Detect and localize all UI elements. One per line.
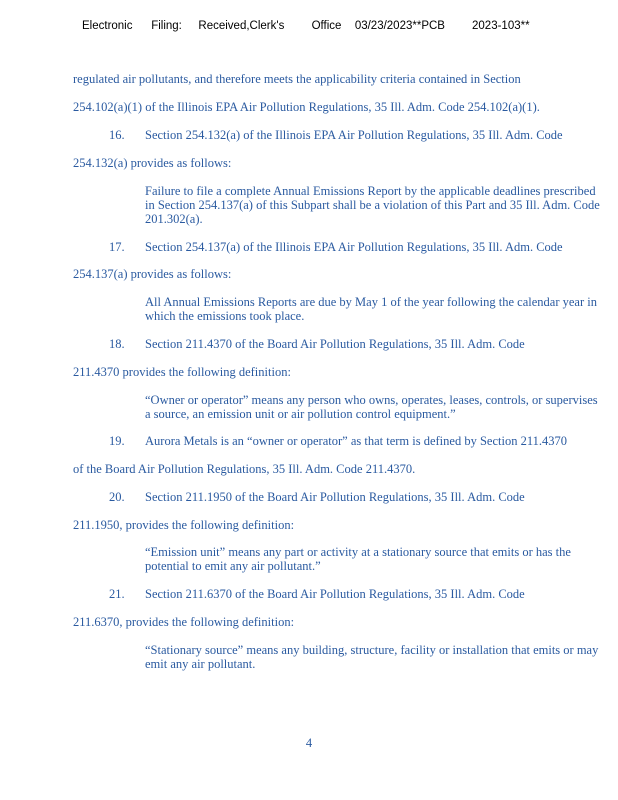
body-line-2: 254.102(a)(1) of the Illinois EPA Air Pollution Regulations, 35 Ill. Adm. Code 254.102(a)(1). — [73, 100, 540, 114]
paragraph-16 — [109, 128, 563, 143]
paragraph-17-text: Section 254.137(a) of the Illinois EPA Air Pollution Regulations, 35 Ill. Adm. Code — [145, 240, 563, 254]
paragraph-17 — [109, 240, 563, 255]
filing-header — [82, 20, 530, 32]
paragraph-20-number: 20. — [109, 490, 125, 504]
header-case-number: 2023-103** — [472, 20, 530, 32]
paragraph-19-number: 19. — [109, 434, 125, 448]
paragraph-16-continuation: 254.132(a) provides as follows: — [73, 156, 232, 170]
paragraph-20-quote: “Emission unit” means any part or activity at a stationary source that emits or has the potential to emit any air pollutant.” — [145, 545, 571, 573]
paragraph-19-continuation: of the Board Air Pollution Regulations, 35 Ill. Adm. Code 211.4370. — [73, 462, 416, 476]
paragraph-19 — [109, 434, 567, 449]
paragraph-20-continuation: 211.1950, provides the following definition: — [73, 518, 295, 532]
paragraph-18-quote: “Owner or operator” means any person who owns, operates, leases, controls, or supervises a source, an emission unit or air pollution control equipment.” — [145, 393, 598, 421]
paragraph-21-number: 21. — [109, 587, 125, 601]
paragraph-18-number: 18. — [109, 337, 125, 351]
paragraph-21-quote: “Stationary source” means any building, structure, facility or installation that emits or may emit any air pollutant. — [145, 643, 599, 671]
paragraph-16-number: 16. — [109, 128, 125, 142]
header-filing: Filing: — [151, 20, 182, 32]
paragraph-21-continuation: 211.6370, provides the following definition: — [73, 615, 295, 629]
paragraph-17-continuation: 254.137(a) provides as follows: — [73, 267, 232, 281]
body-line-1: regulated air pollutants, and therefore meets the applicability criteria contained in Section — [73, 72, 521, 86]
header-office: Office — [311, 20, 342, 32]
paragraph-16-quote: Failure to file a complete Annual Emissions Report by the applicable deadlines prescribed in Section 254.137(a) of this Subpart shall be a violation of this Part and 35 Ill. Adm. Code 201.302(a). — [145, 184, 600, 226]
paragraph-21 — [109, 587, 525, 602]
paragraph-18-continuation: 211.4370 provides the following definition: — [73, 365, 291, 379]
paragraph-20 — [109, 490, 525, 505]
page-number: 4 — [305, 736, 313, 750]
paragraph-17-number: 17. — [109, 240, 125, 254]
paragraph-18-text: Section 211.4370 of the Board Air Pollution Regulations, 35 Ill. Adm. Code — [145, 337, 525, 351]
paragraph-19-text: Aurora Metals is an “owner or operator” as that term is defined by Section 211.4370 — [145, 434, 567, 448]
paragraph-20-text: Section 211.1950 of the Board Air Pollution Regulations, 35 Ill. Adm. Code — [145, 490, 525, 504]
header-date-pcb: 03/23/2023**PCB — [354, 20, 445, 32]
paragraph-17-quote: All Annual Emissions Reports are due by May 1 of the year following the calendar year in which the emissions took place. — [145, 295, 597, 323]
header-electronic: Electronic — [82, 20, 133, 32]
paragraph-18 — [109, 337, 525, 352]
paragraph-21-text: Section 211.6370 of the Board Air Pollution Regulations, 35 Ill. Adm. Code — [145, 587, 525, 601]
paragraph-16-text: Section 254.132(a) of the Illinois EPA Air Pollution Regulations, 35 Ill. Adm. Code — [145, 128, 563, 142]
header-received-clerks: Received,Clerk's — [198, 20, 285, 32]
